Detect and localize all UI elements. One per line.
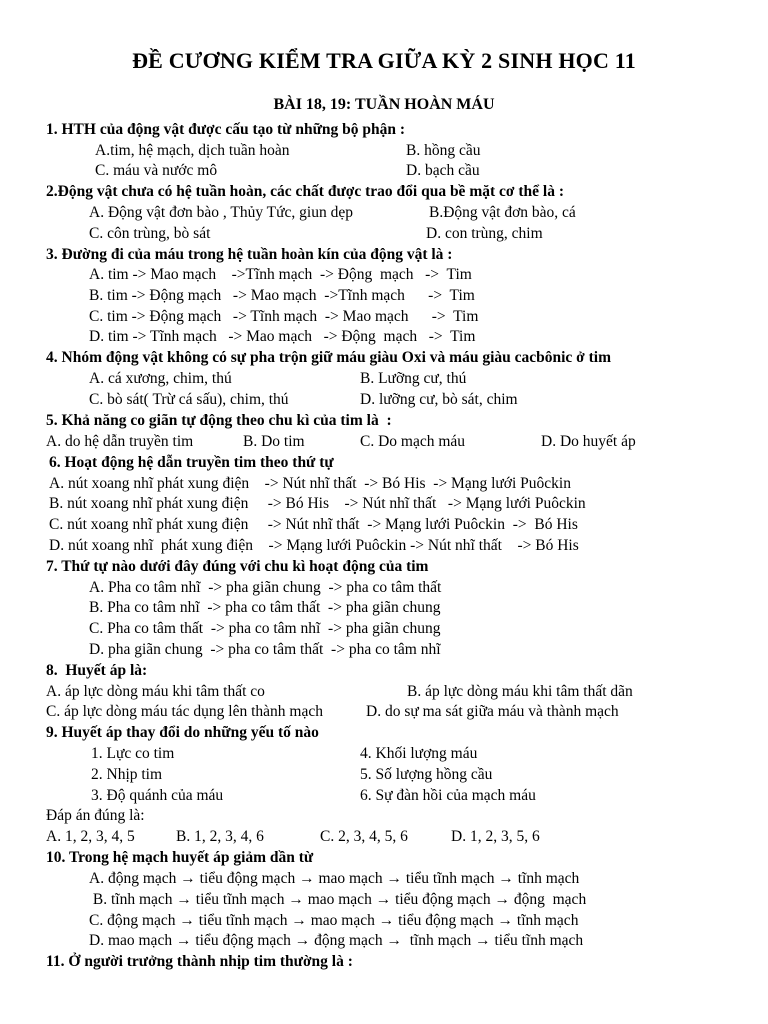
q3-option-b: B. tim -> Động mạch -> Mao mạch ->Tĩnh mạch -> Tim [89,287,475,304]
q5-option-a: A. do hệ dẫn truyền tim [46,433,194,450]
q1-option-d: D. bạch cầu [406,162,480,179]
question-1: 1. HTH của động vật được cấu tạo từ những bộ phận : [46,121,406,138]
question-11: 11. Ở người trưởng thành nhịp tim thường là : [46,953,353,970]
q3-option-d: D. tim -> Tĩnh mạch -> Mao mạch -> Động mạch -> Tim [89,328,476,345]
q4-option-d: D. lưỡng cư, bò sát, chim [360,391,518,408]
question-3: 3. Đường đi của máu trong hệ tuần hoàn kín của động vật là : [46,246,453,263]
q9-option-d: D. 1, 2, 3, 5, 6 [451,828,540,845]
q4-option-a: A. cá xương, chim, thú [89,370,232,387]
q9-factor-3: 3. Độ quánh của máu [91,787,224,804]
q9-factor-5: 5. Số lượng hồng cầu [360,766,493,783]
q7-option-c: C. Pha co tâm thất -> pha co tâm nhĩ -> pha giãn chung [89,620,441,637]
q6-option-a: A. nút xoang nhĩ phát xung điện -> Nút nhĩ thất -> Bó His -> Mạng lưới Puôckin [49,475,571,492]
q10-option-b: B. tĩnh mạch → tiểu tĩnh mạch → mao mạch → tiểu động mạch → động mạch [89,891,587,908]
question-8: 8. Huyết áp là: [46,662,148,679]
q5-option-b: B. Do tim [243,433,305,450]
lesson-title: BÀI 18, 19: TUẦN HOÀN MÁU [273,96,495,113]
q7-option-b: B. Pha co tâm nhĩ -> pha co tâm thất -> pha giãn chung [89,599,441,616]
q7-option-a: A. Pha co tâm nhĩ -> pha giãn chung -> pha co tâm thất [89,579,442,596]
q8-option-a: A. áp lực dòng máu khi tâm thất co [46,683,265,700]
q5-option-d: D. Do huyết áp [541,433,636,450]
q4-option-b: B. Lưỡng cư, thú [360,370,467,387]
q8-option-b: B. áp lực dòng máu khi tâm thất dãn [407,683,633,700]
question-5: 5. Khả năng co giãn tự động theo chu kì của tim là : [46,412,392,429]
q1-option-a: A.tim, hệ mạch, dịch tuần hoàn [95,142,290,159]
q10-option-a: A. động mạch → tiểu động mạch → mao mạch → tiểu tĩnh mạch → tĩnh mạch [89,870,580,887]
q5-option-c: C. Do mạch máu [360,433,466,450]
q2-option-d: D. con trùng, chim [426,225,543,242]
q1-option-c: C. máu và nước mô [95,162,218,179]
q2-option-c: C. côn trùng, bò sát [89,225,211,242]
question-7: 7. Thứ tự nào dưới đây đúng với chu kì hoạt động của tim [46,558,429,575]
q6-option-c: C. nút xoang nhĩ phát xung điện -> Nút nhĩ thất -> Mạng lưới Puôckin -> Bó His [49,516,578,533]
q10-option-d: D. mao mạch → tiểu động mạch → động mạch → tĩnh mạch → tiểu tĩnh mạch [89,932,584,949]
q9-answer-prompt: Đáp án đúng là: [46,807,145,824]
q9-factor-6: 6. Sự đàn hồi của mạch máu [360,787,536,804]
q9-option-c: C. 2, 3, 4, 5, 6 [320,828,408,845]
q9-factor-4: 4. Khối lượng máu [360,745,478,762]
q8-option-c: C. áp lực dòng máu tác dụng lên thành mạch [46,703,323,720]
q10-option-c: C. động mạch → tiểu tĩnh mạch → mao mạch → tiểu động mạch → tĩnh mạch [89,912,579,929]
q7-option-d: D. pha giãn chung -> pha co tâm thất -> pha co tâm nhĩ [89,641,441,658]
q9-factor-1: 1. Lực co tim [91,745,175,762]
q2-option-b: B.Động vật đơn bào, cá [429,204,576,221]
q2-option-a: A. Động vật đơn bào , Thủy Tức, giun dẹp [89,204,353,221]
q4-option-c: C. bò sát( Trừ cá sấu), chim, thú [89,391,289,408]
q6-option-b: B. nút xoang nhĩ phát xung điện -> Bó His -> Nút nhĩ thất -> Mạng lưới Puôckin [49,495,586,512]
question-10: 10. Trong hệ mạch huyết áp giảm dần từ [46,849,314,866]
q6-option-d: D. nút xoang nhĩ phát xung điện -> Mạng lưới Puôckin -> Nút nhĩ thất -> Bó His [49,537,579,554]
q9-option-b: B. 1, 2, 3, 4, 6 [176,828,264,845]
question-4: 4. Nhóm động vật không có sự pha trộn giữ máu giàu Oxi và máu giàu cacbônic ở tim [46,349,612,366]
question-9: 9. Huyết áp thay đổi do những yếu tố nào [46,724,319,741]
q9-option-a: A. 1, 2, 3, 4, 5 [46,828,135,845]
q1-option-b: B. hồng cầu [406,142,481,159]
question-6: 6. Hoạt động hệ dẫn truyền tim theo thứ tự [49,454,334,471]
question-2: 2.Động vật chưa có hệ tuần hoàn, các chất được trao đổi qua bề mặt cơ thể là : [46,183,564,200]
q3-option-a: A. tim -> Mao mạch ->Tĩnh mạch -> Động mạch -> Tim [89,266,472,283]
document-title: ĐỀ CƯƠNG KIỂM TRA GIỮA KỲ 2 SINH HỌC 11 [132,48,636,73]
q8-option-d: D. do sự ma sát giữa máu và thành mạch [366,703,619,720]
q3-option-c: C. tim -> Động mạch -> Tĩnh mạch -> Mao mạch -> Tim [89,308,479,325]
q9-factor-2: 2. Nhịp tim [91,766,163,783]
